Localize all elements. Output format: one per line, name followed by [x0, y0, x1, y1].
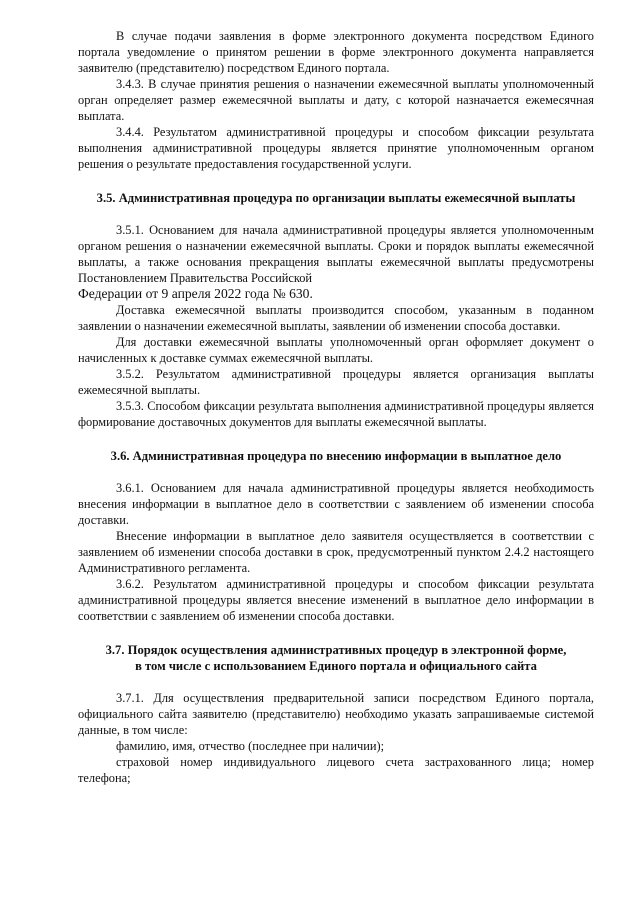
paragraph-snils-phone: страховой номер индивидуального лицевого счета застрахованного лица; номер телефона;: [78, 755, 594, 785]
paragraph-3-6-1: 3.6.1. Основанием для начала административной процедуры является необходимость внесения информации в выплатное дело в соответствии с заявлением об изменении способа доставки.: [78, 481, 594, 527]
paragraph-3-4-3: 3.4.3. В случае принятия решения о назначении ежемесячной выплаты уполномоченный орган определяет размер ежемесячной выплаты и дату, с которой назначается ежемесячная выплата.: [78, 77, 594, 123]
section-3-5-title: 3.5. Административная процедура по организации выплаты ежемесячной выплаты: [96, 191, 576, 205]
section-3-6-title: 3.6. Административная процедура по внесению информации в выплатное дело: [110, 449, 562, 463]
paragraph-info-entry: Внесение информации в выплатное дело заявителя осуществляется в соответствии с заявлением об изменении способа доставки в срок, предусмотренный пунктом 2.4.2 настоящего Административного регламента.: [78, 529, 594, 575]
paragraph-3-7-1: 3.7.1. Для осуществления предварительной записи посредством Единого портала, официального сайта заявителю (представителю) необходимо указать запрашиваемые системой данные, в том числе:: [78, 691, 594, 737]
paragraph-3-5-1-end: Федерации от 9 апреля 2022 года № 630.: [78, 286, 313, 301]
paragraph-3-5-3: 3.5.3. Способом фиксации результата выполнения административной процедуры является формирование доставочных документов для выплаты ежемесячной выплаты.: [78, 399, 594, 429]
paragraph-3-4-4: 3.4.4. Результатом административной процедуры и способом фиксации результата выполнения административной процедуры является принятие уполномоченным органом решения о результате предоставления государственной услуги.: [78, 125, 594, 171]
paragraph-3-5-1: 3.5.1. Основанием для начала административной процедуры является уполномоченным органом решения о назначении ежемесячной выплаты. Сроки и порядок выплаты ежемесячной выплаты, а также основания прекращения выплаты ежемесячной выплаты предусмотрены Постановлением Правительства Российской: [78, 223, 594, 285]
paragraph-intro-1: В случае подачи заявления в форме электронного документа посредством Единого портала уведомление о принятом решении в форме электронного документа направляется заявителю (представителю) посредством Единого портала.: [78, 29, 594, 75]
document-page: [78, 28, 594, 786]
paragraph-full-name: фамилию, имя, отчество (последнее при наличии);: [116, 739, 385, 753]
section-3-7-title-line2: в том числе с использованием Единого портала и официального сайта: [135, 659, 537, 673]
paragraph-3-6-2: 3.6.2. Результатом административной процедуры и способом фиксации результата административной процедуры является внесение изменений в выплатное дело информации в соответствии с заявлением об изменении способа доставки.: [78, 577, 594, 623]
paragraph-delivery-document: Для доставки ежемесячной выплаты уполномоченный орган оформляет документ о начисленных к доставке суммах ежемесячной выплаты.: [78, 335, 594, 365]
paragraph-3-5-2: 3.5.2. Результатом административной процедуры является организация выплаты ежемесячной выплаты.: [78, 367, 594, 397]
section-3-7-title: [78, 642, 594, 674]
paragraph-delivery: Доставка ежемесячной выплаты производится способом, указанным в поданном заявлении о назначении ежемесячной выплаты, заявлении об изменении способа доставки.: [78, 303, 594, 333]
section-3-7-title-line1: 3.7. Порядок осуществления административных процедур в электронной форме,: [105, 643, 567, 657]
